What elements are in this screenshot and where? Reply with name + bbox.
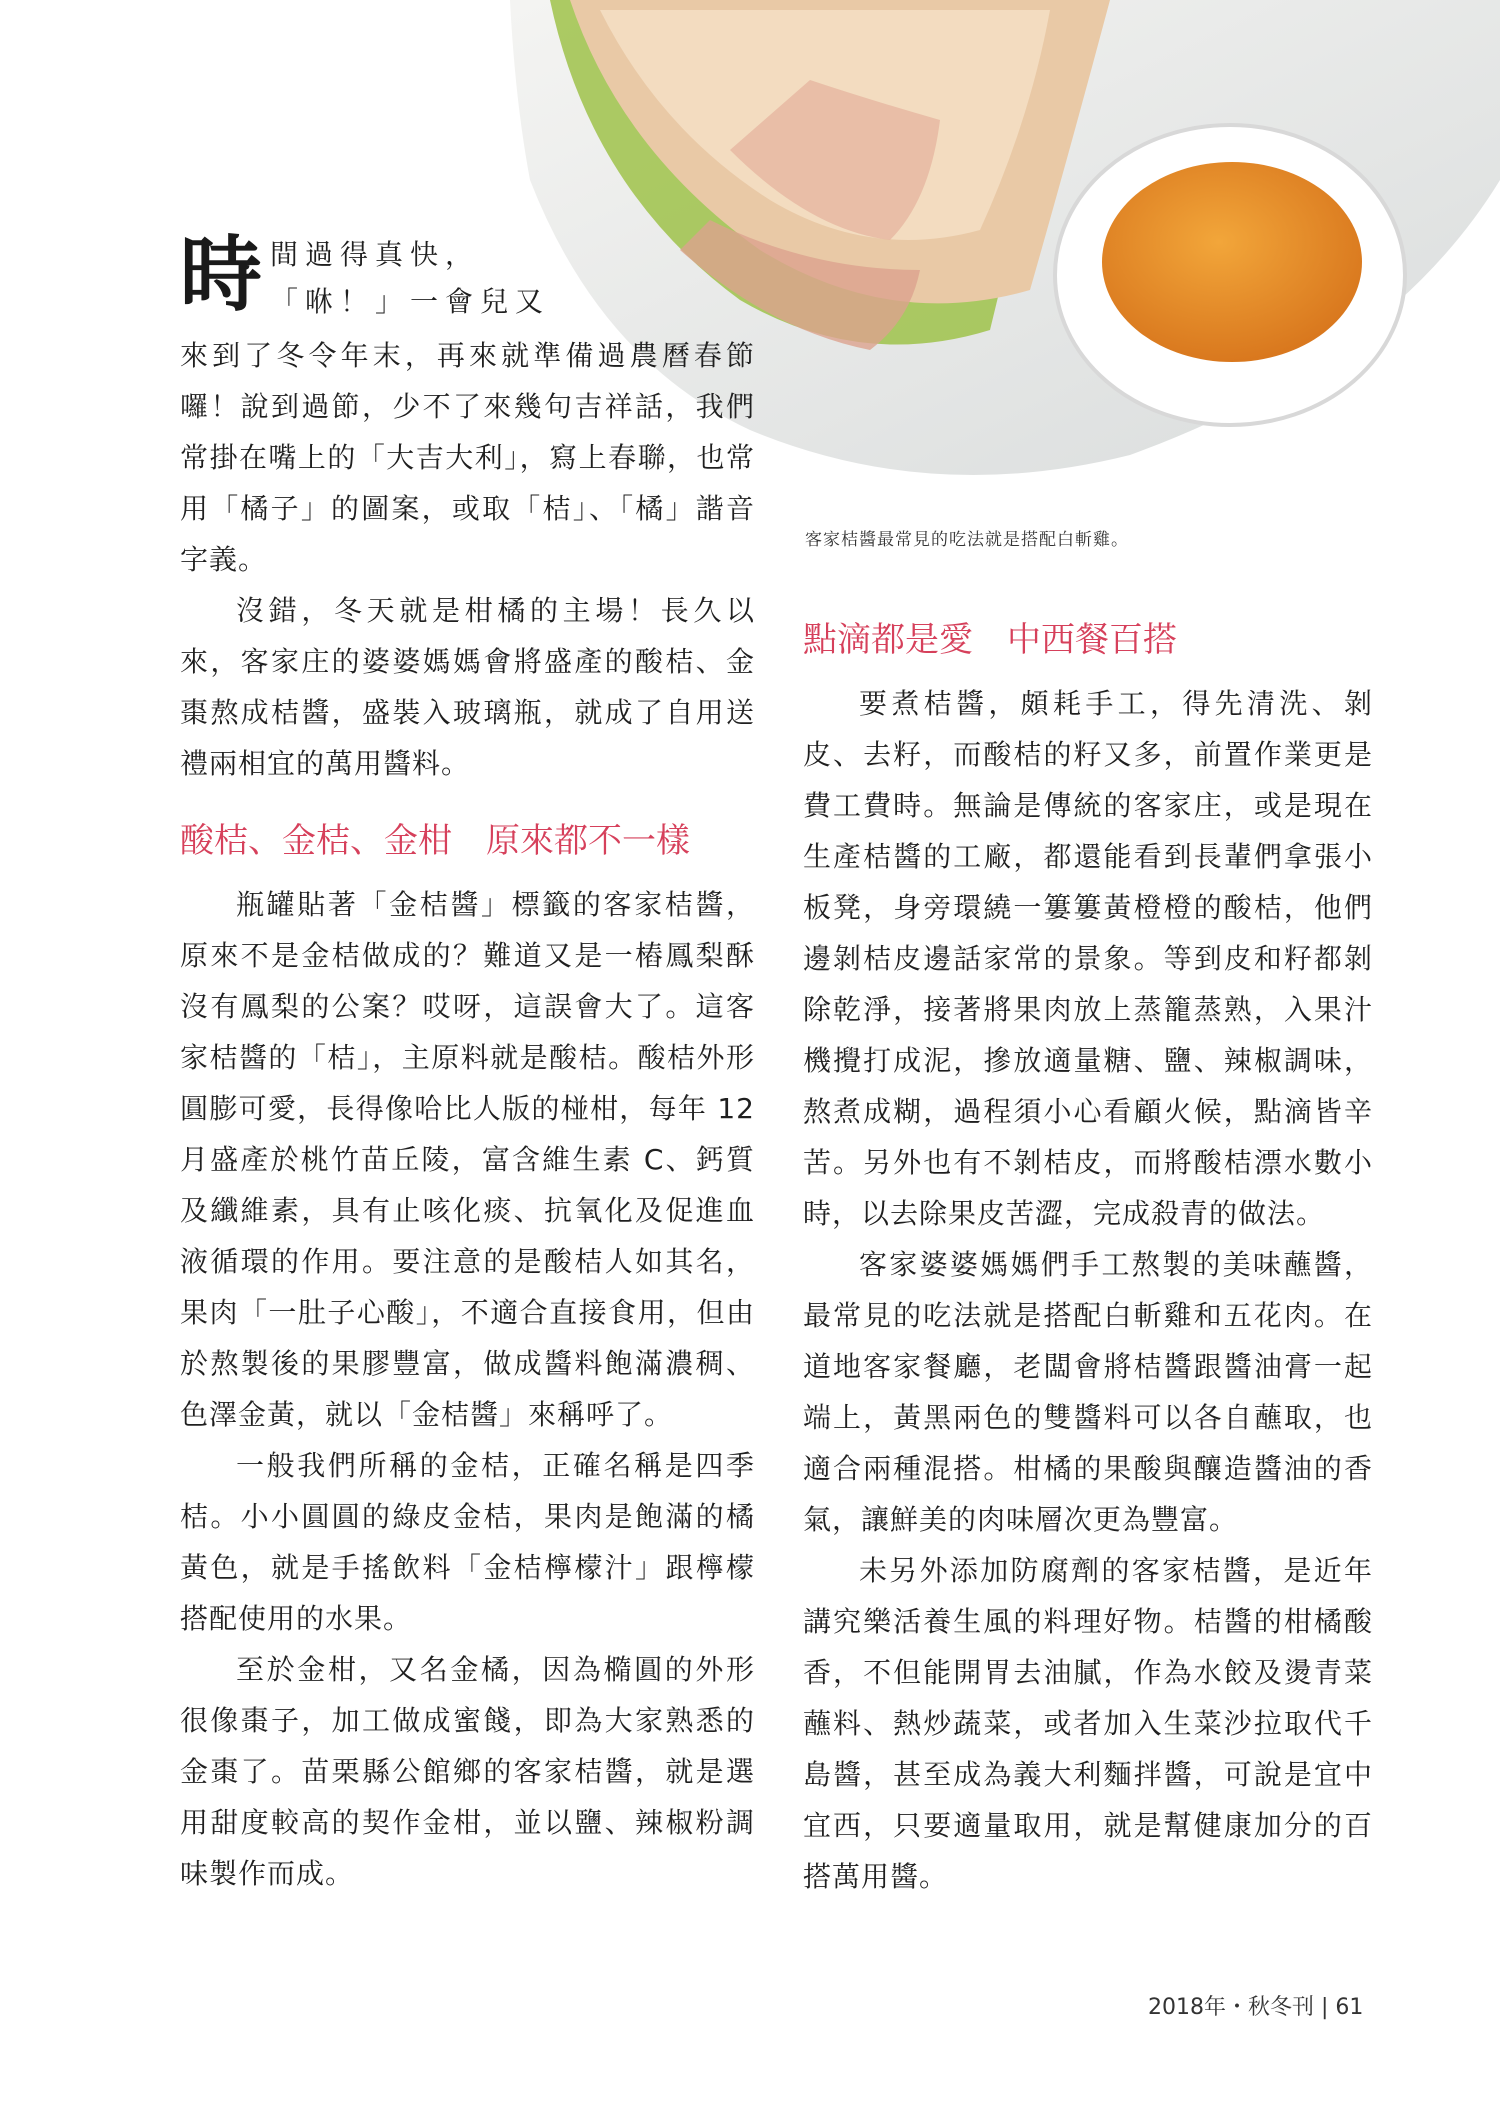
- section-heading-1: 酸桔、金桔、金柑 原來都不一樣: [180, 821, 690, 861]
- drop-line-2: 「咻！」一會兒又: [270, 285, 551, 318]
- paragraph-8: 未另外添加防腐劑的客家桔醬，是近年講究樂活養生風的料理好物。桔醬的柑橘酸香，不但能開胃去油膩，作為水餃及燙青菜蘸料、熱炒蔬菜，或者加入生菜沙拉取代千島醬，甚至成為義大利麵拌醬，可說是宜中宜西，只要適量取用，就是幫健康加分的百搭萬用醬。: [803, 1554, 1373, 1893]
- paragraph-4: 一般我們所稱的金桔，正確名稱是四季桔。小小圓圓的綠皮金桔，果肉是飽滿的橘黃色，就是手搖飲料「金桔檸檬汁」跟檸檬搭配使用的水果。: [180, 1449, 755, 1635]
- paragraph-3: 瓶罐貼著「金桔醬」標籤的客家桔醬，原來不是金桔做成的？難道又是一樁鳳梨酥沒有鳳梨的公案？哎呀，這誤會大了。這客家桔醬的「桔」，主原料就是酸桔。酸桔外形圓膨可愛，長得像哈比人版的椪柑，每年 12 月盛產於桃竹苗丘陵，富含維生素 C、鈣質及纖維素，具有止咳化痰、抗氧化及促進血液循環的作用。要注意的是酸桔人如其名，果肉「一肚子心酸」，不適合直接食用，但由於熬製後的果膠豐富，做成醬料飽滿濃稠、色澤金黃，就以「金桔醬」來稱呼了。: [180, 888, 755, 1431]
- paragraph-6: 要煮桔醬，頗耗手工，得先清洗、剝皮、去籽，而酸桔的籽又多，前置作業更是費工費時。無論是傳統的客家庄，或是現在生產桔醬的工廠，都還能看到長輩們拿張小板凳，身旁環繞一簍簍黃橙橙的酸桔，他們邊剝桔皮邊話家常的景象。等到皮和籽都剝除乾淨，接著將果肉放上蒸籠蒸熟，入果汁機攪打成泥，摻放適量糖、鹽、辣椒調味，熬煮成糊，過程須小心看顧火候，點滴皆辛苦。另外也有不剝桔皮，而將酸桔漂水數小時，以去除果皮苦澀，完成殺青的做法。: [803, 687, 1373, 1230]
- intro-dropcap-block: [180, 225, 755, 330]
- article-left-column: [180, 225, 755, 1899]
- photo-caption: 客家桔醬最常見的吃法就是搭配白斬雞。: [805, 530, 1129, 550]
- paragraph-2: 沒錯，冬天就是柑橘的主場！長久以來，客家庄的婆婆媽媽會將盛產的酸桔、金棗熬成桔醬，盛裝入玻璃瓶，就成了自用送禮兩相宜的萬用醬料。: [180, 594, 755, 780]
- paragraph-7: 客家婆婆媽媽們手工熬製的美味蘸醬，最常見的吃法就是搭配白斬雞和五花肉。在道地客家餐廳，老闆會將桔醬跟醬油膏一起端上，黃黑兩色的雙醬料可以各自蘸取，也適合兩種混搭。柑橘的果酸與釀造醬油的香氣，讓鮮美的肉味層次更為豐富。: [803, 1248, 1373, 1536]
- intro-paragraph: 來到了冬令年末，再來就準備過農曆春節囉！說到過節，少不了來幾句吉祥話，我們常掛在嘴上的「大吉大利」，寫上春聯，也常用「橘子」的圖案，或取「桔」、「橘」諧音字義。: [180, 339, 755, 576]
- drop-cap: 時: [180, 228, 263, 323]
- page-footer: 2018年・秋冬刊 | 61: [1148, 1995, 1364, 2020]
- section-heading-2: 點滴都是愛 中西餐百搭: [803, 620, 1177, 660]
- article-right-column: [803, 620, 1373, 1902]
- paragraph-5: 至於金柑，又名金橘，因為橢圓的外形很像棗子，加工做成蜜餞，即為大家熟悉的金棗了。苗栗縣公館鄉的客家桔醬，就是選用甜度較高的契作金柑，並以鹽、辣椒粉調味製作而成。: [180, 1653, 755, 1890]
- drop-line-1: 間過得真快，: [270, 238, 481, 271]
